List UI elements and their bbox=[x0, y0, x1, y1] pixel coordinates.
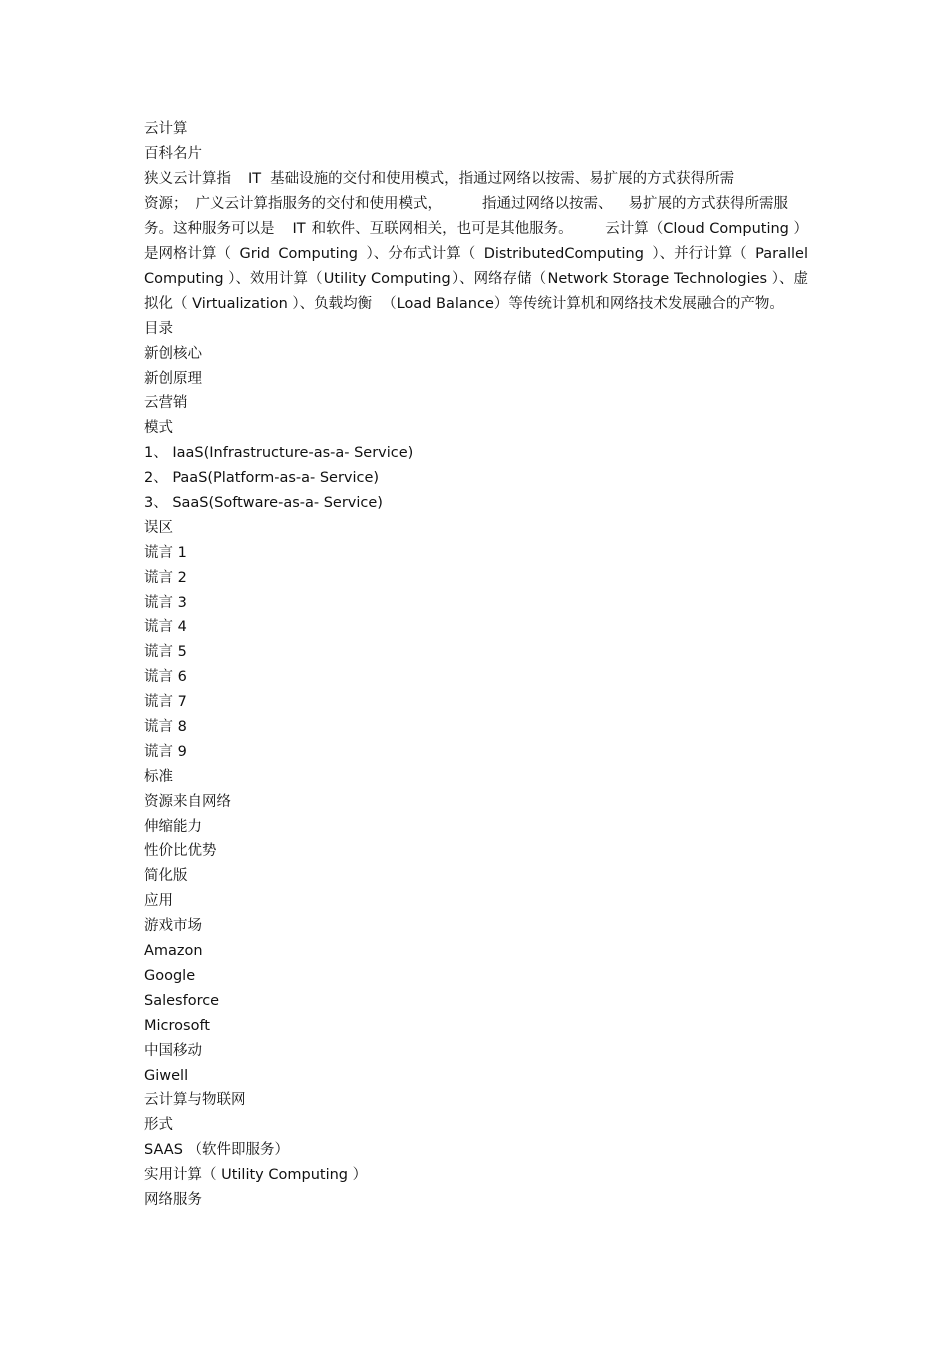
outline-item: 新创核心 bbox=[144, 345, 202, 362]
outline-item: 谎言 7 bbox=[144, 694, 187, 711]
outline-item: 简化版 bbox=[144, 868, 188, 885]
outline-item: 谎言 2 bbox=[144, 569, 187, 586]
outline-item: 云计算与物联网 bbox=[144, 1092, 246, 1109]
intro-line-4: 是网格计算（ Grid Computing ）、分布式计算（ DistributedComputing ）、并行计算（ Parallel bbox=[144, 245, 808, 262]
outline-item: 标准 bbox=[144, 768, 173, 785]
outline-item: Microsoft bbox=[144, 1017, 210, 1034]
outline-item: 性价比优势 bbox=[144, 843, 217, 860]
intro-paragraph bbox=[144, 167, 808, 317]
outline-item: 谎言 5 bbox=[144, 644, 187, 661]
outline-item: 谎言 1 bbox=[144, 544, 187, 561]
outline-item: Google bbox=[144, 967, 196, 984]
intro-line-1: 狭义云计算指 IT 基础设施的交付和使用模式，指通过网络以按需、易扩展的方式获得所需 bbox=[144, 170, 735, 187]
outline-item: Giwell bbox=[144, 1067, 189, 1084]
outline-item: 误区 bbox=[144, 519, 173, 536]
outline-item: Amazon bbox=[144, 943, 203, 960]
intro-line-2: 资源； 广义云计算指服务的交付和使用模式， 指通过网络以按需、 易扩展的方式获得所需服 bbox=[144, 195, 788, 212]
outline-item: 谎言 9 bbox=[144, 743, 187, 760]
outline-item: 模式 bbox=[144, 420, 173, 437]
outline-item: 网络服务 bbox=[144, 1191, 202, 1208]
intro-line-5: Computing ）、效用计算（ Utility Computing ）、网络存储（ Network Storage Technologies ）、虚 bbox=[144, 270, 808, 287]
outline-item: 新创原理 bbox=[144, 370, 202, 387]
outline-item: 中国移动 bbox=[144, 1042, 202, 1059]
intro-line-3: 务。这种服务可以是 IT 和软件、互联网相关，也可是其他服务。 云计算（Cloud Computing ） bbox=[144, 220, 808, 237]
outline-item: 1、 IaaS(Infrastructure-as-a- Service) bbox=[144, 445, 414, 462]
outline-item: 游戏市场 bbox=[144, 918, 202, 935]
document-page bbox=[144, 117, 808, 1213]
doc-subtitle: 百科名片 bbox=[144, 145, 202, 162]
outline-item: 谎言 8 bbox=[144, 719, 187, 736]
outline-item: Salesforce bbox=[144, 992, 220, 1009]
outline-item: 形式 bbox=[144, 1117, 173, 1134]
outline-item: 应用 bbox=[144, 893, 173, 910]
outline-item: 2、 PaaS(Platform-as-a- Service) bbox=[144, 470, 380, 487]
outline-list bbox=[144, 317, 808, 1213]
doc-title: 云计算 bbox=[144, 121, 188, 137]
outline-item: 云营销 bbox=[144, 395, 188, 412]
outline-item: 3、 SaaS(Software-as-a- Service) bbox=[144, 495, 383, 512]
outline-item: 伸缩能力 bbox=[144, 818, 202, 835]
outline-item: 谎言 6 bbox=[144, 669, 187, 686]
outline-item: 目录 bbox=[144, 320, 173, 337]
outline-item: 谎言 4 bbox=[144, 619, 187, 636]
outline-item: SAAS （软件即服务） bbox=[144, 1142, 290, 1159]
outline-item: 资源来自网络 bbox=[144, 793, 231, 810]
intro-line-6: 拟化（ Virtualization ）、负载均衡 （Load Balance）等传统计算机和网络技术发展融合的产物。 bbox=[144, 295, 784, 312]
outline-item: 谎言 3 bbox=[144, 594, 187, 611]
outline-item: 实用计算（ Utility Computing ） bbox=[144, 1167, 368, 1184]
